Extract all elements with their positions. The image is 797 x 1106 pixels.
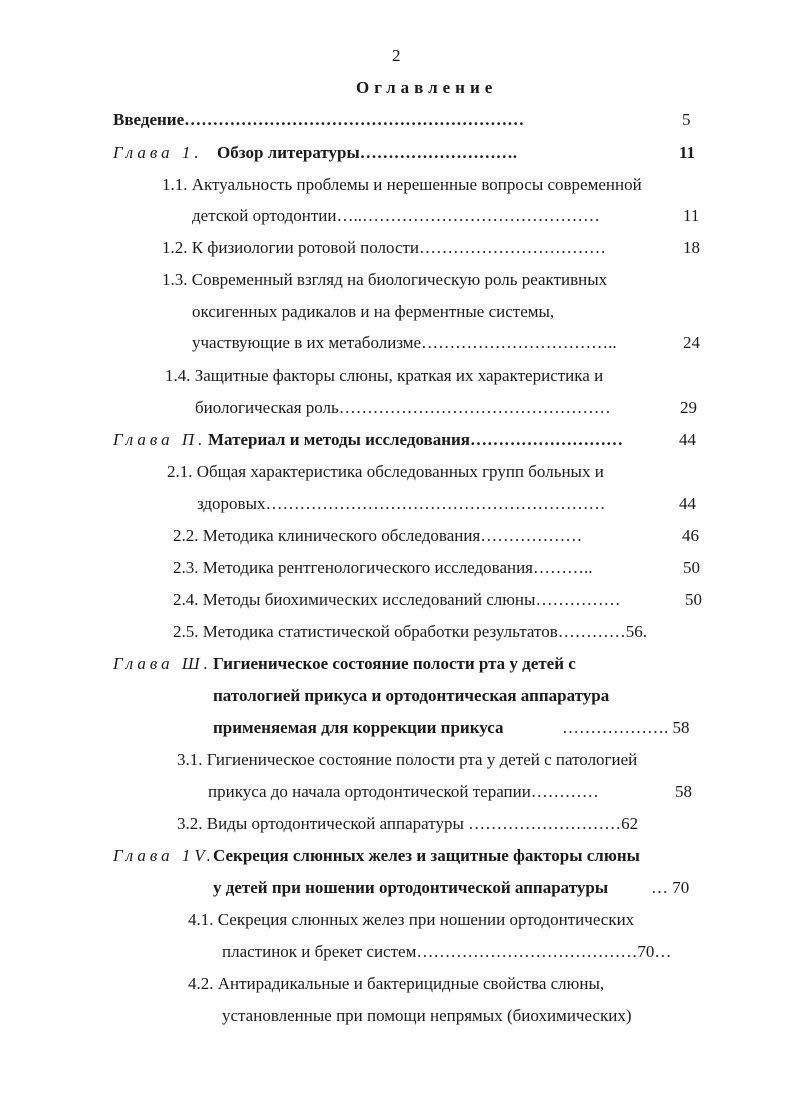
toc-chapter-4-label: Глава 1V.	[113, 846, 215, 865]
toc-page-chapter-1: 11	[679, 143, 696, 162]
toc-section-1-3: 1.3. Современный взгляд на биологическую роль реактивных	[162, 270, 608, 289]
toc-section-4-1-cont: пластинок и брекет систем…………………………………70…	[222, 942, 672, 961]
toc-section-4-2: 4.2. Антирадикальные и бактерицидные свойства слюны,	[188, 974, 605, 993]
toc-chapter-3-title-cont2: применяемая для коррекции прикуса	[213, 718, 504, 737]
toc-chapter-1-label: Глава 1.	[113, 143, 203, 162]
toc-page-2-1: 44	[679, 494, 696, 513]
toc-chapter-3-label: Глава Ш.	[113, 654, 212, 673]
toc-section-1-4-cont: биологическая роль…………………………………………	[195, 398, 611, 417]
toc-page-chapter-4: … 70	[651, 878, 690, 897]
toc-page-2-3: 50	[683, 558, 700, 577]
toc-section-2-3: 2.3. Методика рентгенологического исследования………..	[173, 558, 593, 577]
toc-section-2-2: 2.2. Методика клинического обследования………………	[173, 526, 583, 545]
toc-section-1-4: 1.4. Защитные факторы слюны, краткая их характеристика и	[165, 366, 604, 385]
toc-page-1-4: 29	[680, 398, 697, 417]
toc-page-chapter-3: ………………. 58	[562, 718, 690, 737]
toc-section-2-1: 2.1. Общая характеристика обследованных групп больных и	[167, 462, 604, 481]
toc-section-2-5: 2.5. Методика статистической обработки результатов…………56.	[173, 622, 647, 641]
toc-page-3-1: 58	[675, 782, 692, 801]
toc-page-1-3: 24	[683, 333, 700, 352]
toc-section-1-2: 1.2. К физиологии ротовой полости……………………………	[162, 238, 607, 257]
toc-chapter-3-title-cont1: патологией прикуса и ортодонтическая аппаратура	[213, 686, 610, 705]
toc-section-2-1-cont: здоровых……………………………………………………	[197, 494, 606, 513]
toc-page-1-1: 11	[683, 206, 700, 225]
toc-page-2-2: 46	[682, 526, 699, 545]
page-number: 2	[392, 46, 401, 65]
toc-chapter-3-title: Гигиеническое состояние полости рта у детей с	[213, 654, 576, 673]
toc-section-2-4: 2.4. Методы биохимических исследований слюны……………	[173, 590, 621, 609]
toc-entry-introduction: Введение……………………………………………………	[113, 110, 525, 129]
toc-page-1-2: 18	[683, 238, 700, 257]
toc-page-chapter-2: 44	[679, 430, 696, 449]
toc-chapter-4-title-cont: у детей при ношении ортодонтической аппаратуры	[213, 878, 609, 897]
toc-chapter-2-label: Глава П.	[113, 430, 207, 449]
toc-page-2-4: 50	[685, 590, 702, 609]
toc-section-1-1: 1.1. Актуальность проблемы и нерешенные вопросы современной	[162, 175, 642, 194]
toc-section-4-2-cont: установленные при помощи непрямых (биохимических)	[222, 1006, 632, 1025]
toc-chapter-4-title: Секреция слюнных желез и защитные факторы слюны	[213, 846, 640, 865]
toc-section-1-3-cont2: участвующие в их метаболизме……………………………..	[192, 333, 617, 352]
toc-section-1-3-cont1: оксигенных радикалов и на ферментные системы,	[192, 302, 555, 321]
toc-section-3-2: 3.2. Виды ортодонтической аппаратуры ………………………62	[177, 814, 639, 833]
toc-section-3-1-cont: прикуса до начала ортодонтической терапии…………	[208, 782, 599, 801]
toc-page-introduction: 5	[682, 110, 691, 129]
toc-chapter-1-title: Обзор литературы……………………….	[217, 143, 518, 162]
toc-section-4-1: 4.1. Секреция слюнных желез при ношении ортодонтических	[188, 910, 635, 929]
toc-title: Оглавление	[356, 78, 498, 97]
toc-section-3-1: 3.1. Гигиеническое состояние полости рта у детей с патологией	[177, 750, 638, 769]
toc-chapter-2-title: Материал и методы исследования………………………	[208, 430, 624, 449]
toc-section-1-1-cont: детской ортодонтии…..……………………………………	[192, 206, 600, 225]
